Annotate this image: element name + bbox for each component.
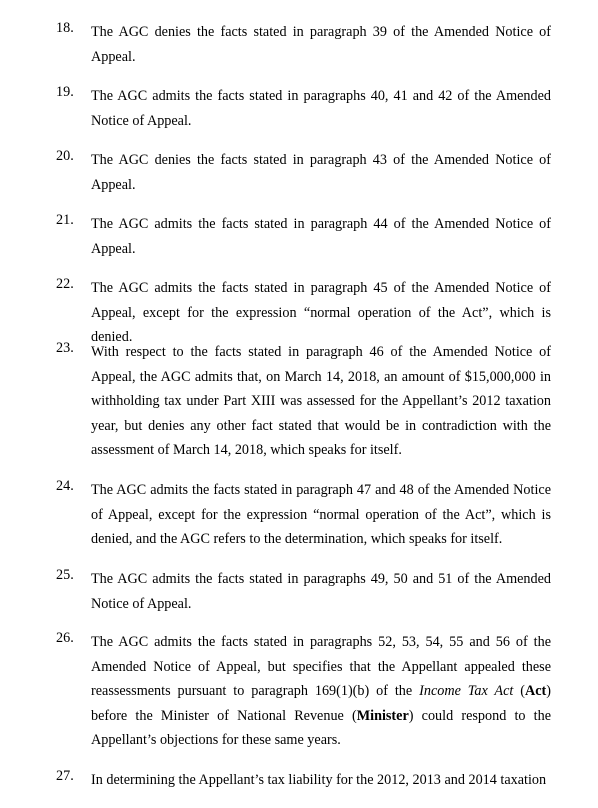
paragraph-text: The AGC admits the facts stated in paragraph 44 of the Amended Notice of Appeal. <box>91 216 551 257</box>
paragraph-number: 25. <box>56 567 74 583</box>
paragraph-text: The AGC admits the facts stated in paragraphs 49, 50 and 51 of the Amended Notice of Appeal. <box>91 571 551 612</box>
paragraph-number: 18. <box>56 20 74 36</box>
paragraph-number: 23. <box>56 340 74 356</box>
paragraph-text: With respect to the facts stated in paragraph 46 of the Amended Notice of Appeal, the AGC admits that, on March 14, 2018, an amount of $15,000,000 in withholding tax under Part XIII was assessed for the Appellant’s 2012 taxation year, but denies any other fact stated that would be in contradiction with the assessment of March 14, 2018, which speaks for itself. <box>91 344 551 459</box>
paragraph-number: 21. <box>56 212 74 228</box>
paragraph-number: 22. <box>56 276 74 292</box>
paragraph-text: The AGC admits the facts stated in paragraphs 40, 41 and 42 of the Amended Notice of Appeal. <box>91 88 551 129</box>
paragraph-text: In determining the Appellant’s tax liability for the 2012, 2013 and 2014 taxation <box>91 772 547 788</box>
paragraph-number: 24. <box>56 478 74 494</box>
paragraph-text: The AGC denies the facts stated in paragraph 43 of the Amended Notice of Appeal. <box>91 152 551 193</box>
paragraph-number: 27. <box>56 768 74 784</box>
defined-term-act: Act <box>524 683 547 700</box>
defined-term-minister: Minister <box>356 707 409 724</box>
paragraph-number: 26. <box>56 630 74 646</box>
act-title: Income Tax Act <box>419 683 514 700</box>
paragraph-text: The AGC denies the facts stated in paragraph 39 of the Amended Notice of Appeal. <box>91 24 551 65</box>
paragraph-text: The AGC admits the facts stated in paragraph 47 and 48 of the Amended Notice of Appeal, except for the expression “normal operation of the Act”, which is denied, and the AGC refers to the determination, which speaks for itself. <box>91 482 551 548</box>
paragraph-number: 20. <box>56 148 74 164</box>
paragraph-text: The AGC admits the facts stated in paragraphs 52, 53, 54, 55 and 56 of the Amended Notice of Appeal, but specifies that the Appellant appealed these reassessments pursuant to paragraph 169(1)(b) of the Income Tax Act (Act) before the Minister of National Revenue (Minister) could respond to the Appellant’s objections for these same years. <box>91 634 552 749</box>
paragraph-number: 19. <box>56 84 74 100</box>
paragraph-text: The AGC admits the facts stated in paragraph 45 of the Amended Notice of Appeal, except for the expression “normal operation of the Act”, which is denied. <box>91 280 551 346</box>
